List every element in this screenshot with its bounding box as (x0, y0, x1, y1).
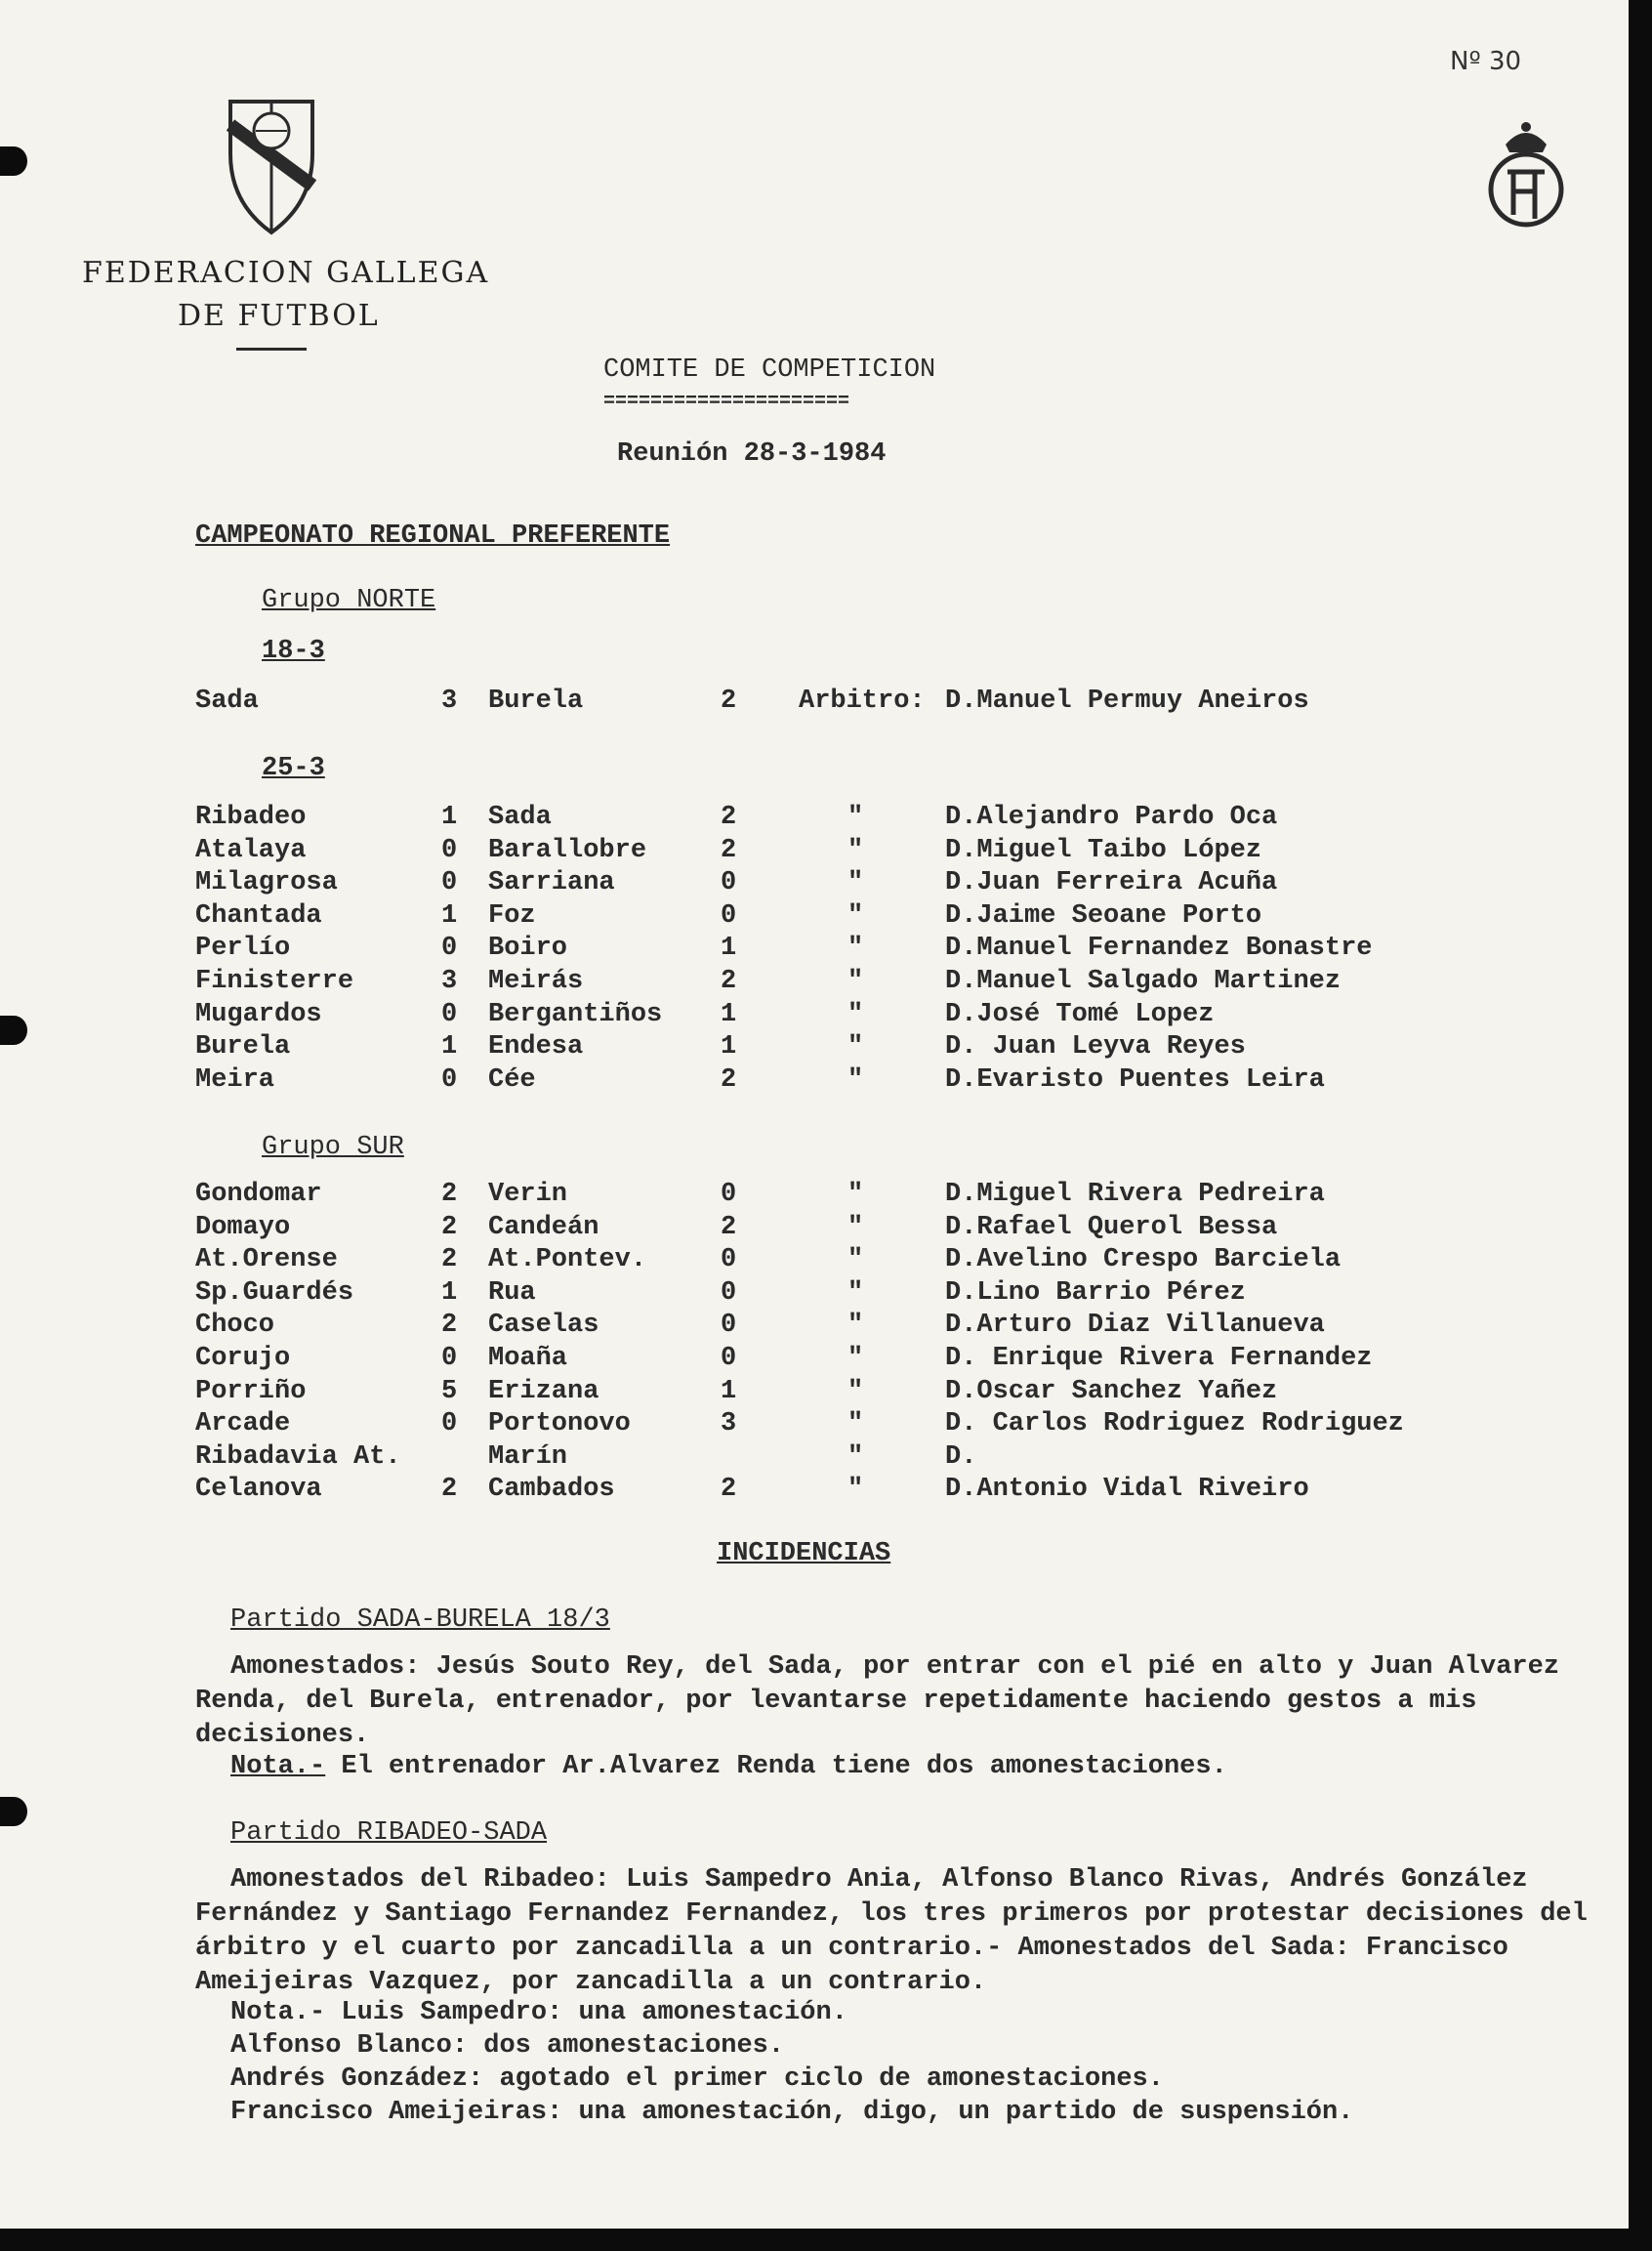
ditto-mark: " (847, 835, 864, 865)
team-away: Boiro (488, 934, 568, 964)
team-home: Finisterre (195, 967, 354, 996)
team-home: Gondomar (195, 1180, 322, 1209)
score-away: 0 (721, 900, 737, 931)
partido1-nota (230, 1752, 1227, 1781)
team-away: Foz (488, 900, 536, 931)
referee-name: D.Arturo Diaz Villanueva (945, 1311, 1325, 1341)
federation-shield-logo (227, 96, 316, 236)
score-home: 0 (441, 1344, 458, 1373)
referee-name: D.Evaristo Puentes Leira (945, 1064, 1325, 1095)
team-home: Choco (195, 1311, 275, 1341)
ditto-mark: " (847, 1245, 864, 1275)
team-home: Atalaya (195, 835, 307, 865)
referee-name: D.Juan Ferreira Acuña (945, 868, 1278, 898)
score-away: 2 (721, 835, 737, 865)
team-away: Moaña (488, 1344, 568, 1373)
nota-text: El entrenador Ar.Alvarez Renda tiene dos amonestaciones. (325, 1752, 1227, 1781)
ditto-mark: " (847, 934, 864, 964)
score-away: 0 (721, 1277, 737, 1308)
ditto-mark: " (847, 1032, 864, 1063)
referee-name: D.Oscar Sanchez Yañez (945, 1376, 1278, 1406)
score-away: 1 (721, 1032, 737, 1063)
score-away: 2 (721, 967, 737, 996)
score-away: 1 (721, 1376, 737, 1406)
ditto-mark: " (847, 1441, 864, 1472)
team-away: Portonovo (488, 1409, 631, 1439)
team-away: Verin (488, 1180, 568, 1209)
team-home: At.Orense (195, 1245, 338, 1275)
score-home: 0 (441, 934, 458, 964)
referee-name: D.Miguel Taibo López (945, 835, 1262, 865)
document-number: Nº 30 (1450, 47, 1522, 76)
score-away: 1 (721, 934, 737, 964)
partido2-text: Amonestados del Ribadeo: Luis Sampedro Ania, Alfonso Blanco Rivas, Andrés González Fernández y Santiago Fernandez Fernandez, los tres primeros por protestar decisiones del árbitro y el cuarto por zancadilla a un contrario.- Amonestados del Sada: Francisco Ameijeiras Vazquez, por zancadilla a un contrario. (195, 1865, 1588, 1997)
score-home: 2 (441, 1180, 458, 1209)
team-home: Meira (195, 1064, 275, 1095)
team-away: Marín (488, 1441, 568, 1472)
score-home: 1 (441, 1277, 458, 1308)
team-away: Cambados (488, 1475, 615, 1505)
score-away: 1 (721, 999, 737, 1029)
referee-name: D. Enrique Rivera Fernandez (945, 1344, 1373, 1373)
score-home: 3 (441, 687, 458, 716)
team-home: Sada (195, 687, 259, 716)
score-home: 5 (441, 1376, 458, 1406)
score-home: 2 (441, 1475, 458, 1505)
ditto-mark: " (847, 1311, 864, 1341)
score-away: 2 (721, 687, 737, 716)
ditto-mark: " (847, 999, 864, 1029)
team-away: At.Pontev. (488, 1245, 647, 1275)
partido1-title: Partido SADA-BURELA 18/3 (230, 1605, 610, 1635)
score-home: 1 (441, 900, 458, 931)
partido1-text: Amonestados: Jesús Souto Rey, del Sada, por entrar con el pié en alto y Juan Alvarez Renda, del Burela, entrenador, por levantarse repetidamente haciendo gestos a mis decisiones. (195, 1652, 1560, 1750)
referee-name: D. (945, 1441, 977, 1472)
ditto-mark: " (847, 1409, 864, 1439)
group-sur-label: Grupo SUR (262, 1133, 404, 1162)
ditto-mark: " (847, 1064, 864, 1095)
score-home: 2 (441, 1245, 458, 1275)
letterhead-rule (236, 348, 307, 351)
ditto-mark: " (847, 1277, 864, 1308)
team-home: Mugardos (195, 999, 322, 1029)
referee-name: D.José Tomé Lopez (945, 999, 1215, 1029)
team-away: Rua (488, 1277, 536, 1308)
ditto-mark: " (847, 1376, 864, 1406)
team-away: Burela (488, 687, 584, 716)
ditto-mark: " (847, 868, 864, 898)
binder-hole (0, 1797, 27, 1826)
score-away: 0 (721, 1245, 737, 1275)
referee-name: D.Alejandro Pardo Oca (945, 803, 1278, 832)
referee-name: D.Manuel Permuy Aneiros (945, 687, 1309, 716)
date-18-3: 18-3 (262, 637, 325, 666)
score-away: 2 (721, 1475, 737, 1505)
referee-name: D.Rafael Querol Bessa (945, 1212, 1278, 1242)
meeting-date: Reunión 28-3-1984 (617, 439, 887, 469)
score-away: 2 (721, 1212, 737, 1242)
team-away: Barallobre (488, 835, 647, 865)
score-away: 2 (721, 1064, 737, 1095)
score-away: 3 (721, 1409, 737, 1439)
team-home: Arcade (195, 1409, 291, 1439)
referee-name: D.Manuel Salgado Martinez (945, 967, 1342, 996)
ditto-mark: " (847, 1475, 864, 1505)
score-home: 0 (441, 1409, 458, 1439)
score-home: 0 (441, 1064, 458, 1095)
team-home: Chantada (195, 900, 322, 931)
team-away: Bergantiños (488, 999, 663, 1029)
nota-label: Nota.- (230, 1752, 326, 1781)
team-home: Burela (195, 1032, 291, 1063)
partido2-note-2: Alfonso Blanco: dos amonestaciones. (230, 2031, 785, 2061)
score-away: 0 (721, 1311, 737, 1341)
committee-title: COMITE DE COMPETICION (603, 355, 936, 385)
score-home: 2 (441, 1212, 458, 1242)
partido2-note-4: Francisco Ameijeiras: una amonestación, digo, un partido de suspensión. (230, 2098, 1354, 2127)
team-home: Ribadeo (195, 803, 307, 832)
team-home: Sp.Guardés (195, 1277, 354, 1308)
score-home: 0 (441, 835, 458, 865)
ditto-mark: " (847, 1180, 864, 1209)
team-home: Celanova (195, 1475, 322, 1505)
score-home: 3 (441, 967, 458, 996)
title-rule: ===================== (603, 391, 850, 413)
ditto-mark: " (847, 803, 864, 832)
partido2-note-3: Andrés Gonzádez: agotado el primer ciclo de amonestaciones. (230, 2064, 1164, 2094)
referee-name: D. Juan Leyva Reyes (945, 1032, 1246, 1063)
team-home: Corujo (195, 1344, 291, 1373)
team-away: Cée (488, 1064, 536, 1095)
referee-name: D.Antonio Vidal Riveiro (945, 1475, 1309, 1505)
binder-hole (0, 1016, 27, 1045)
team-away: Caselas (488, 1311, 599, 1341)
score-home: 2 (441, 1311, 458, 1341)
partido2-title: Partido RIBADEO-SADA (230, 1818, 548, 1848)
team-home: Perlío (195, 934, 291, 964)
partido2-note-1: Nota.- Luis Sampedro: una amonestación. (230, 1998, 847, 2027)
referee-name: D.Lino Barrio Pérez (945, 1277, 1246, 1308)
score-away: 0 (721, 868, 737, 898)
date-25-3: 25-3 (262, 754, 325, 783)
score-home: 1 (441, 1032, 458, 1063)
letterhead-line2: DE FUTBOL (178, 299, 380, 333)
team-away: Sarriana (488, 868, 615, 898)
score-away: 0 (721, 1180, 737, 1209)
score-away: 2 (721, 803, 737, 832)
ditto-mark: " (847, 1344, 864, 1373)
ditto-mark: " (847, 1212, 864, 1242)
team-home: Ribadavia At. (195, 1441, 401, 1472)
referee-name: D.Miguel Rivera Pedreira (945, 1180, 1325, 1209)
championship-heading: CAMPEONATO REGIONAL PREFERENTE (195, 521, 671, 551)
team-away: Meirás (488, 967, 584, 996)
score-home: 0 (441, 868, 458, 898)
referee-name: D. Carlos Rodriguez Rodriguez (945, 1409, 1404, 1439)
referee-name: D.Avelino Crespo Barciela (945, 1245, 1342, 1275)
ditto-mark: " (847, 900, 864, 931)
score-away: 0 (721, 1344, 737, 1373)
letterhead-line1: FEDERACION GALLEGA (82, 256, 490, 290)
referee-label: Arbitro: (799, 687, 926, 716)
ditto-mark: " (847, 967, 864, 996)
score-home: 1 (441, 803, 458, 832)
team-home: Domayo (195, 1212, 291, 1242)
incidencias-heading: INCIDENCIAS (717, 1539, 891, 1568)
rfef-crown-emblem (1486, 117, 1566, 230)
team-away: Endesa (488, 1032, 584, 1063)
group-norte-label: Grupo NORTE (262, 586, 436, 615)
team-home: Porriño (195, 1376, 307, 1406)
binder-hole (0, 146, 27, 176)
team-home: Milagrosa (195, 868, 338, 898)
team-away: Sada (488, 803, 552, 832)
referee-name: D.Jaime Seoane Porto (945, 900, 1262, 931)
referee-name: D.Manuel Fernandez Bonastre (945, 934, 1373, 964)
team-away: Erizana (488, 1376, 599, 1406)
score-home: 0 (441, 999, 458, 1029)
team-away: Candeán (488, 1212, 599, 1242)
